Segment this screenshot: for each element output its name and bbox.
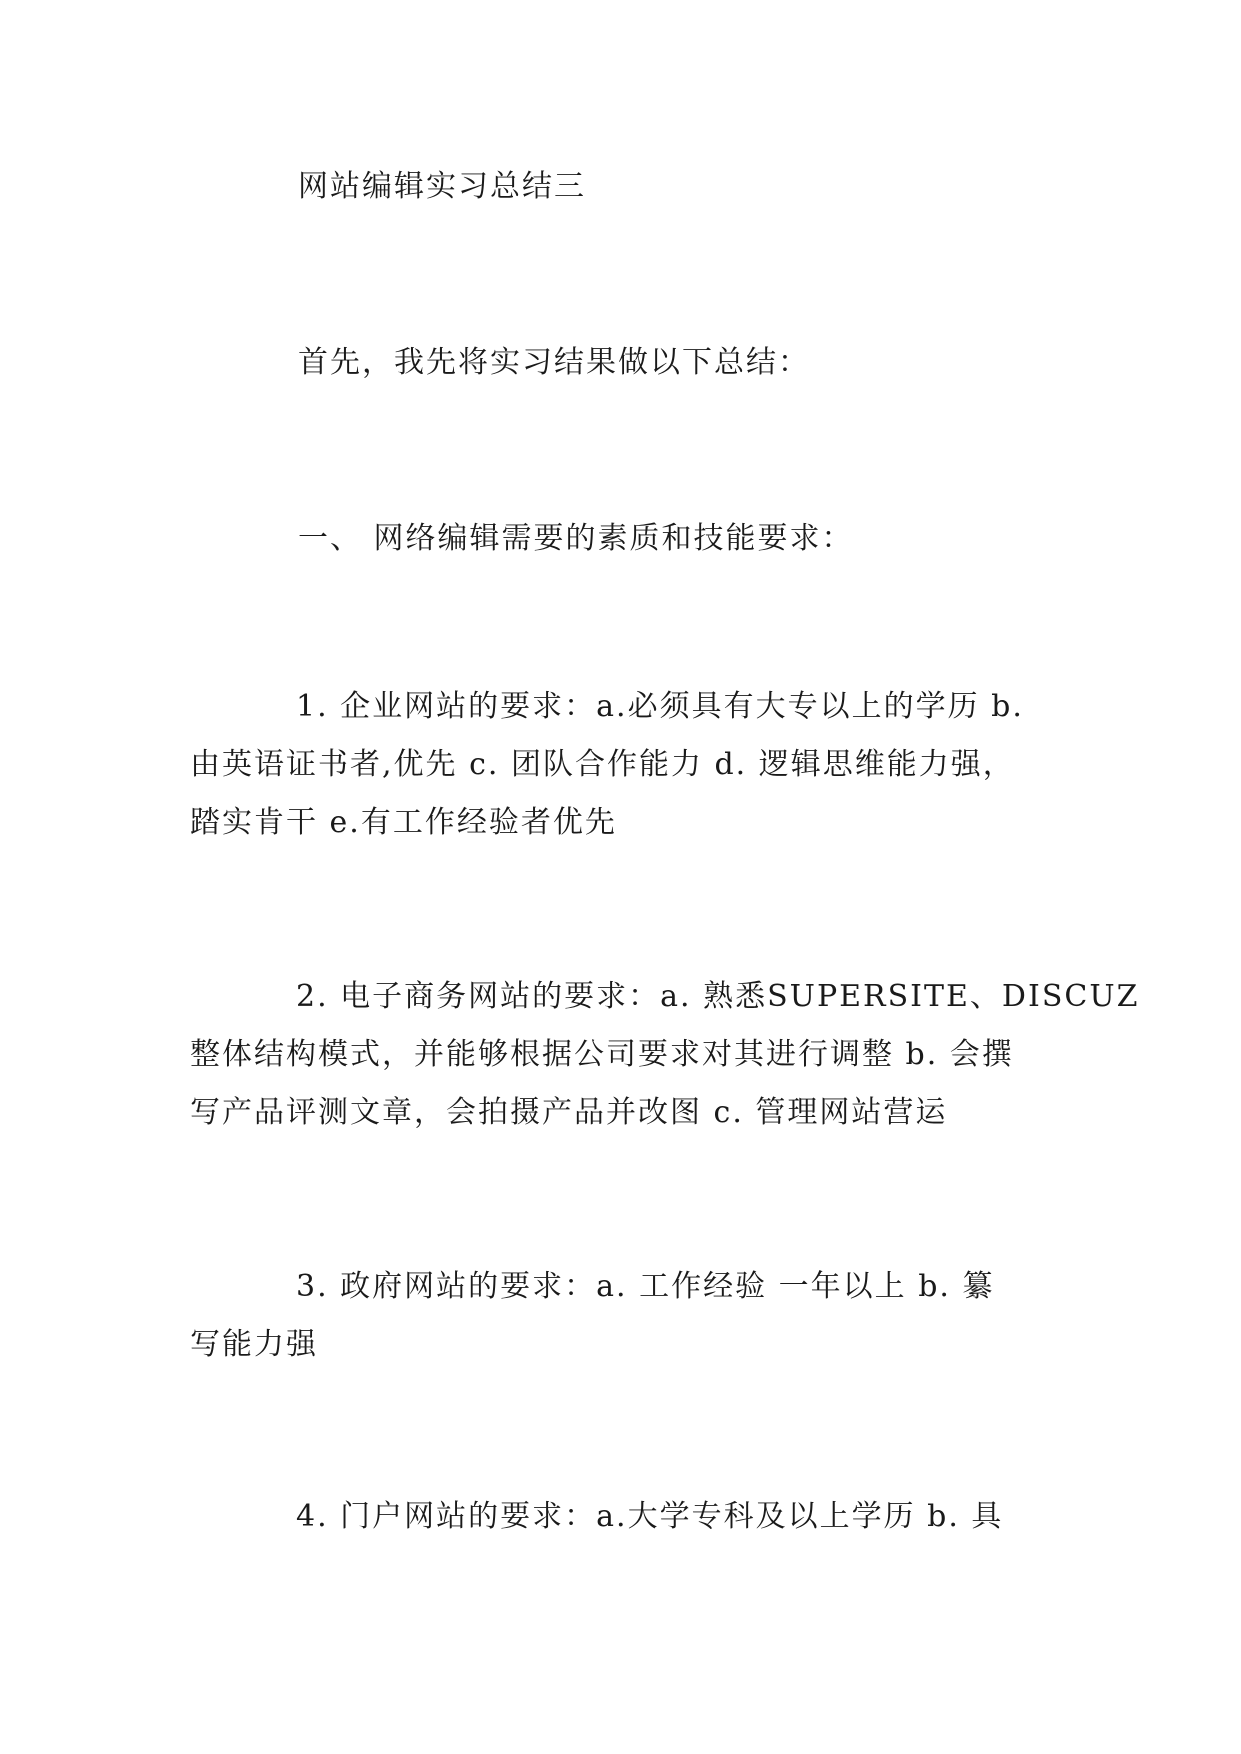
requirement-item-portal (190, 1488, 1060, 1546)
paragraph-line: 4. 门户网站的要求：a.大学专科及以上学历 b. 具 (296, 1499, 1004, 1534)
section-heading: 一、 网络编辑需要的素质和技能要求： (298, 521, 854, 556)
paragraph-line: 2. 电子商务网站的要求：a. 熟悉SUPERSITE、DISCUZ (296, 979, 1140, 1014)
requirement-item-enterprise (190, 678, 1060, 852)
paragraph-line: 写产品评测文章，会拍摄产品并改图 c. 管理网站营运 (190, 1095, 948, 1130)
paragraph-line: 写能力强 (190, 1327, 318, 1362)
document-title: 网站编辑实习总结三 (298, 169, 586, 204)
requirement-item-ecommerce (190, 968, 1140, 1142)
requirement-item-government (190, 1258, 1060, 1374)
paragraph-line: 整体结构模式，并能够根据公司要求对其进行调整 b. 会撰 (190, 1037, 1014, 1072)
paragraph-line: 由英语证书者,优先 c. 团队合作能力 d. 逻辑思维能力强， (190, 747, 1015, 782)
intro-paragraph: 首先，我先将实习结果做以下总结： (298, 345, 810, 380)
paragraph-line: 1. 企业网站的要求：a.必须具有大专以上的学历 b. (296, 689, 1024, 724)
paragraph-line: 踏实肯干 e.有工作经验者优先 (190, 805, 617, 840)
paragraph-line: 3. 政府网站的要求：a. 工作经验 一年以上 b. 纂 (296, 1269, 995, 1304)
